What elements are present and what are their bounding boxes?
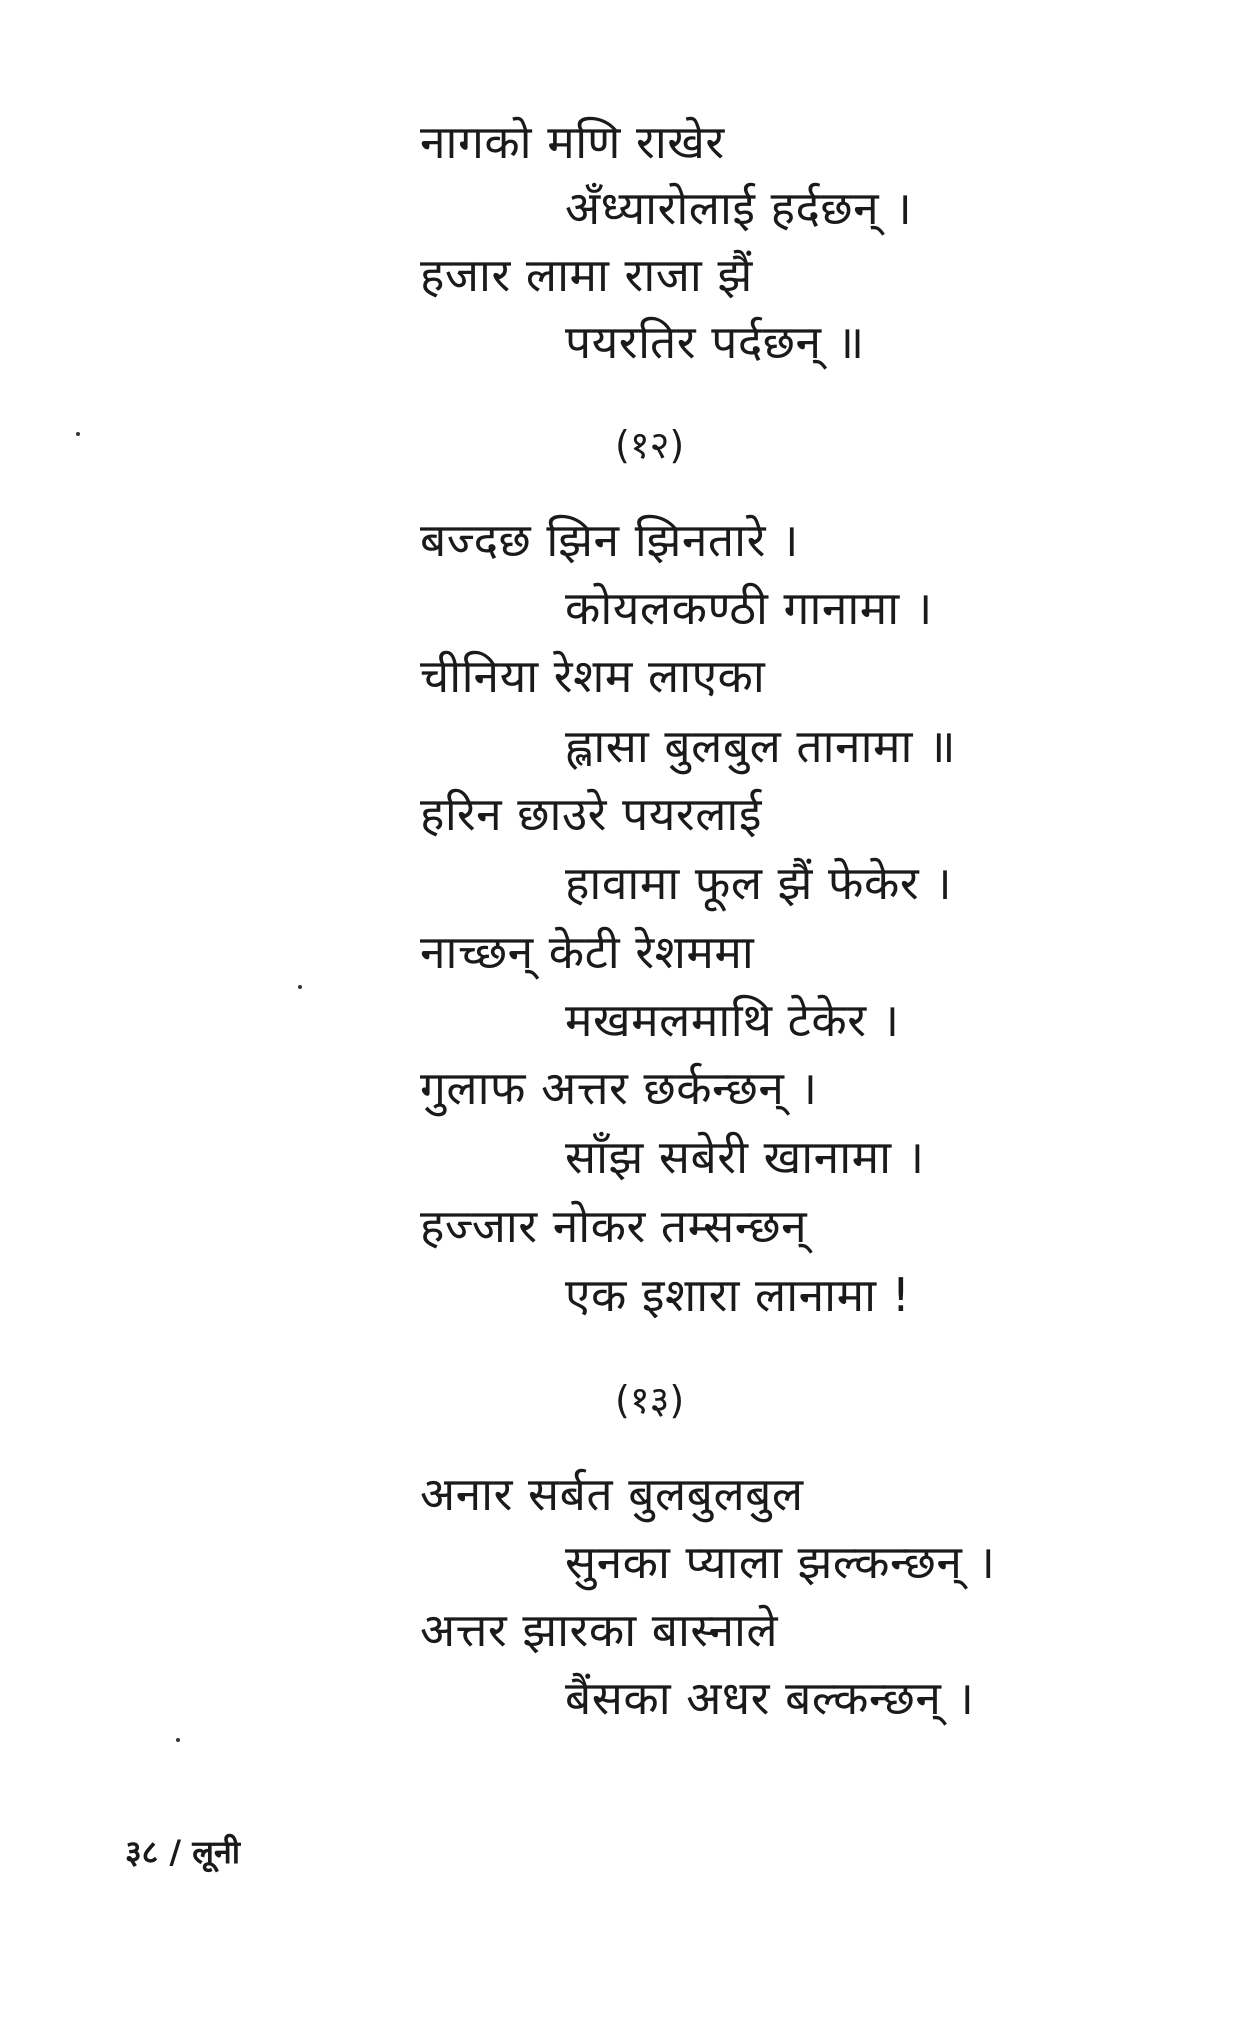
verse-line: हरिन छाउरे पयरलाई (420, 787, 762, 841)
verse-line: चीनिया रेशम लाएका (420, 649, 766, 703)
scan-speck (76, 432, 80, 436)
verse-line: अनार सर्बत बुलबुलबुल (420, 1467, 804, 1521)
verse-line: पयरतिर पर्दछन् ॥ (565, 315, 865, 369)
verse-line: बैंसका अधर बल्कन्छन् । (565, 1671, 975, 1725)
verse-line: नागको मणि राखेर (420, 115, 725, 169)
verse-line: हावामा फूल झैं फेकेर । (565, 856, 953, 910)
verse-line: हज्जार नोकर तम्सन्छन् (420, 1199, 808, 1253)
verse-line: हजार लामा राजा झैं (420, 248, 753, 302)
stanza-number: (१२) (615, 423, 685, 467)
verse-line: ह्लासा बुलबुल तानामा ॥ (565, 719, 957, 773)
stanza-number: (१३) (615, 1378, 685, 1422)
verse-line: मखमलमाथि टेकेर । (565, 993, 900, 1047)
page-footer: ३८ / लूनी (125, 1833, 240, 1871)
verse-line: सुनका प्याला झल्कन्छन् । (565, 1535, 996, 1589)
verse-line: अँध्यारोलाई हर्दछन् । (565, 181, 913, 235)
verse-line: अत्तर झारका बास्नाले (420, 1603, 779, 1657)
verse-line: कोयलकण्ठी गानामा । (565, 581, 933, 635)
verse-line: साँझ सबेरी खानामा । (565, 1130, 925, 1184)
scan-speck (176, 1738, 180, 1742)
verse-line: नाच्छन् केटी रेशममा (420, 925, 755, 979)
verse-line: बज्दछ झिन झिनतारे । (420, 513, 799, 567)
verse-line: गुलाफ अत्तर छर्कन्छन् । (420, 1061, 818, 1115)
scan-speck (298, 985, 302, 989)
verse-line: एक इशारा लानामा ! (565, 1268, 911, 1322)
